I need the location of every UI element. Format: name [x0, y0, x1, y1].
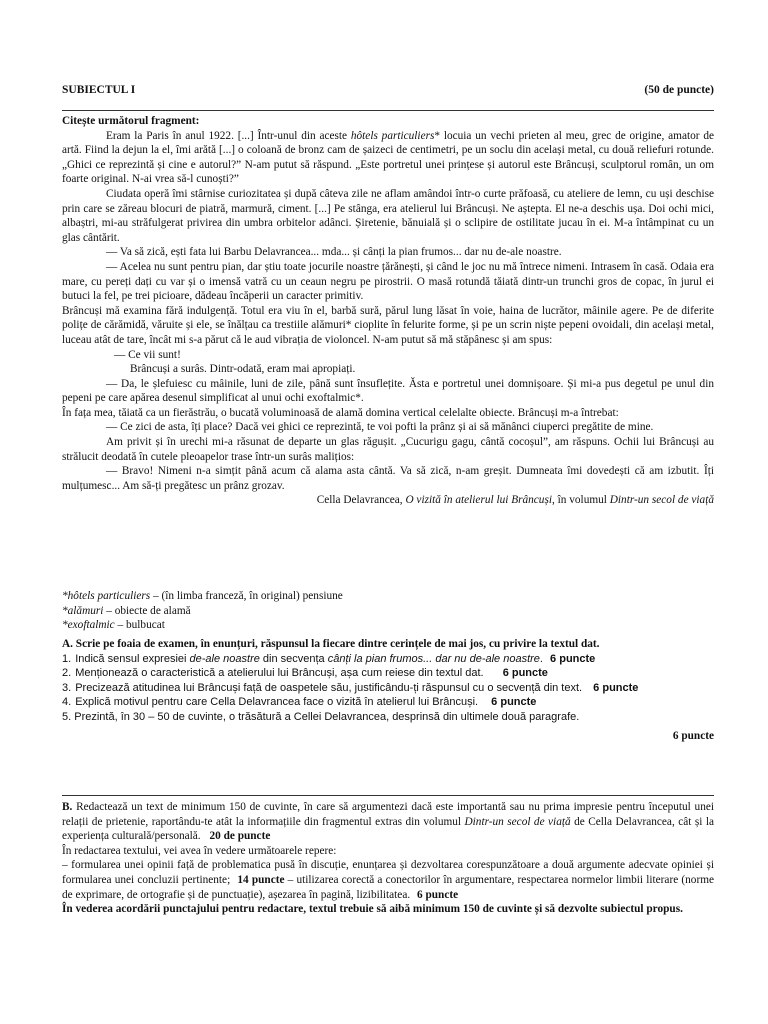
section-b-italic: Dintr-un secol de viață: [464, 815, 571, 828]
paragraph-1-text-b: * locuia un vechi prieten al meu, grec de origine, amator de artă. Fiind la dejun la el, îmi arătă [...] o coloană de bronz cam de șaizeci de centimetri, pe un soclu din același metal, cu două reliefuri rotunde. „Ghici ce reprezintă și cine e autorul?” N-am putut să răspund. „Este portretul unei prințese și autorul este Brâncuși, sculptorul român, un om foarte original. N-ai vrea să-l cunoști?”: [62, 129, 714, 186]
glossary-term: *exoftalmic: [62, 619, 115, 632]
question-4: [62, 695, 714, 710]
section-b-requirement: În vederea acordării punctajului pentru redactare, textul trebuie să aibă minimum 150 de cuvinte și să dezvolte subiectul propus.: [62, 903, 683, 916]
question-number: 2.: [62, 667, 72, 680]
question-italic: de-ale noastre: [189, 652, 260, 665]
question-number: 4.: [62, 696, 72, 709]
question-5-points: 6 puncte: [672, 729, 714, 742]
criteria-text: – formularea unei opinii față de problematica pusă în discuție, enunțarea și dezvoltarea corespunzătoare a două argumente adecvate opiniei și formularea unei concluzii pertinente;: [62, 859, 714, 886]
question-points: 6 puncte: [550, 652, 596, 665]
glossary: [62, 589, 714, 633]
paragraph-1-text-a: Eram la Paris în anul 1922. [...] Într-unul din aceste: [106, 129, 351, 142]
question-1: [62, 652, 714, 667]
section-b-criteria-intro: În redactarea textului, vei avea în vedere următoarele repere:: [62, 844, 337, 857]
question-text: din secvența: [259, 652, 328, 665]
question-text: Precizează atitudinea lui Brâncuși față de oaspetele său, justificându-ți răspunsul cu o secvență din text.: [75, 681, 583, 694]
subject-points: (50 de puncte): [644, 84, 714, 96]
paragraph-9: În fața mea, tăiată ca un fierăstrău, o bucată voluminoasă de alamă domina vertical celelalte obiecte. Brâncuși m-a întrebat:: [62, 406, 619, 419]
paragraph-8: — Da, le șlefuiesc cu mâinile, luni de zile, până sunt însuflețite. Ăsta e portretul unei domnișoare. Și mi-a pus degetul pe unul din pepeni pe care apărea desenul simplificat al unui ochi exoftalmic*.: [62, 377, 714, 405]
section-b-label: B.: [62, 801, 73, 813]
question-text: Menționează o caracteristică a atelierului lui Brâncuși, așa cum reiese din textul dat.: [75, 667, 484, 680]
page-header: [62, 83, 714, 98]
glossary-definition: – obiecte de alamă: [103, 604, 191, 617]
question-text: .: [539, 652, 543, 665]
section-b-points: 20 de puncte: [209, 830, 271, 843]
paragraph-1-italic: hôtels particuliers: [350, 129, 435, 142]
paragraph-1: [62, 129, 714, 187]
question-text: Explică motivul pentru care Cella Delavrancea face o vizită în atelierul lui Brâncuși.: [75, 696, 479, 709]
paragraph-12: — Bravo! Nimeni n-a simțit până acum că alama asta cântă. Va să zică, n-am greșit. Dumneata îmi dovedești că am izbutit. Îți mulțumesc... Am să-ți pregătesc un prânz grozav.: [62, 465, 714, 492]
section-a-heading: A. Scrie pe foaia de examen, în enunțuri, răspunsul la fiecare dintre cerințele de mai jos, cu privire la textul dat.: [62, 638, 600, 650]
glossary-term: *alămuri: [62, 604, 104, 617]
source-mid: , în volumul: [552, 494, 610, 507]
intro-label: Citește următorul fragment:: [62, 115, 200, 127]
question-points: 6 puncte: [593, 681, 639, 694]
glossary-item: [62, 618, 714, 633]
question-number: 1.: [62, 652, 72, 665]
paragraph-7: Brâncuși a surâs. Dintr-odată, eram mai apropiați.: [130, 363, 356, 376]
paragraph-6: — Ce vii sunt!: [114, 348, 181, 361]
section-b-text: Redactează un text de minimum 150 de cuvinte, în care să argumentezi dacă este importantă sau nu prima impresie pentru începutul unei relații de prietenie, raportându-te atât la informațiile din fragmentul extras din volumul: [62, 801, 714, 828]
glossary-term: *hôtels particuliers: [62, 590, 151, 602]
source-volume: Dintr-un secol de viață: [609, 494, 714, 507]
subject-title: SUBIECTUL I: [62, 84, 136, 96]
section-b: [62, 800, 714, 917]
criteria-points: 6 puncte: [417, 888, 459, 901]
reading-fragment: [62, 114, 714, 508]
top-divider: [62, 110, 714, 111]
glossary-definition: – (în limba franceză, în original) pensiune: [150, 590, 343, 602]
question-points: 6 puncte: [502, 667, 548, 680]
question-3: [62, 681, 714, 696]
section-b-text: de Cella Delavrancea, cât și la experiența culturală/personală.: [62, 815, 714, 843]
criteria-points: 14 puncte: [237, 873, 285, 886]
question-points: 6 puncte: [491, 696, 537, 709]
paragraph-11: Am privit și în urechi mi-a răsunat de departe un glas răgușit. „Cucurigu gagu, cântă cocoșul”, am răspuns. Ochii lui Brâncuși au strălucit deodată în cutele pleoapelor trase într-un surâs malițios:: [62, 436, 714, 463]
source-title: O vizită în atelierul lui Brâncuși: [405, 494, 552, 507]
question-text: Indică sensul expresiei: [75, 652, 190, 665]
section-a: [62, 637, 714, 743]
paragraph-4: — Acelea nu sunt pentru pian, dar știu toate jocurile noastre țărănești, și când le joc nu mă întrece nimeni. Intrasem în casă. Odaia era mare, cu pereți dați cu var și o imensă vatră cu un ceaun negru pe pirostrii. O masă rotundă tăiată dintr-un trunchi gros de copac, în jurul ei butuci la fel, pe trei picioare, dădeau încăperii un caracter primitiv.: [62, 260, 714, 303]
source-author: Cella Delavrancea,: [316, 494, 406, 507]
source-citation: [62, 493, 714, 508]
glossary-definition: – bulbucat: [114, 619, 165, 632]
section-b-prompt: [62, 800, 714, 844]
paragraph-2: Ciudata operă îmi stârnise curiozitatea și după câteva zile ne aflam amândoi într-o curte prăfoasă, cu ateliere de lemn, cu uși deschise prin care se zăreau blocuri de piatră, marmură, ciment. [...] Pe stânga, era atelierul lui Brâncuși. Ne aștepta. El ne-a deschis ușa. Doi ochi mici, albaștri, mi-au străfulgerat privirea din umbra orbitelor adânci. Șiretenie, bănuială și o sclipire de ostilitate jucau în ei. M-a întâmpinat cu un glas cântărit.: [62, 187, 714, 244]
paragraph-5: Brâncuși mă examina fără indulgență. Totul era viu în el, barbă sură, părul lung lăsat în voie, haina de lucrător, mâinile agere. Pe de diferite polițe de cărămidă, văruite și ele, se înălțau ca trestiile alămuri* cioplite în felurite forme, și pe un scrin niște pepeni ovoidali, din același metal, luceau atât de tare, încât mi s-a părut că le aud vibrația de violoncel. N-am putut să mă stăpânesc și am spus:: [62, 304, 714, 346]
question-italic: cânți la pian frumos... dar nu de-ale noastre: [327, 652, 540, 665]
question-number: 3.: [62, 681, 72, 694]
question-5: 5. Prezintă, în 30 – 50 de cuvinte, o trăsătură a Cellei Delavrancea, desprinsă din ultimele două paragrafe.: [62, 710, 580, 723]
paragraph-10: — Ce zici de asta, îți place? Dacă vei ghici ce reprezintă, te voi pofti la prânz și ai să mănânci ciuperci pregătite de mine.: [106, 421, 654, 434]
section-b-criteria: [62, 858, 714, 902]
criteria-text: – utilizarea corectă a conectorilor în argumentare, respectarea normelor limbii literare (norme de exprimare, de ortografie și de punctuație), așezarea în pagină, lizibilitatea.: [62, 873, 715, 901]
section-b-divider: [62, 795, 714, 796]
question-2: [62, 666, 714, 681]
paragraph-3: — Va să zică, ești fata lui Barbu Delavrancea... mda... și cânți la pian frumos... dar nu de-ale noastre.: [106, 246, 562, 259]
glossary-item: [62, 604, 714, 619]
glossary-item: [62, 589, 714, 604]
